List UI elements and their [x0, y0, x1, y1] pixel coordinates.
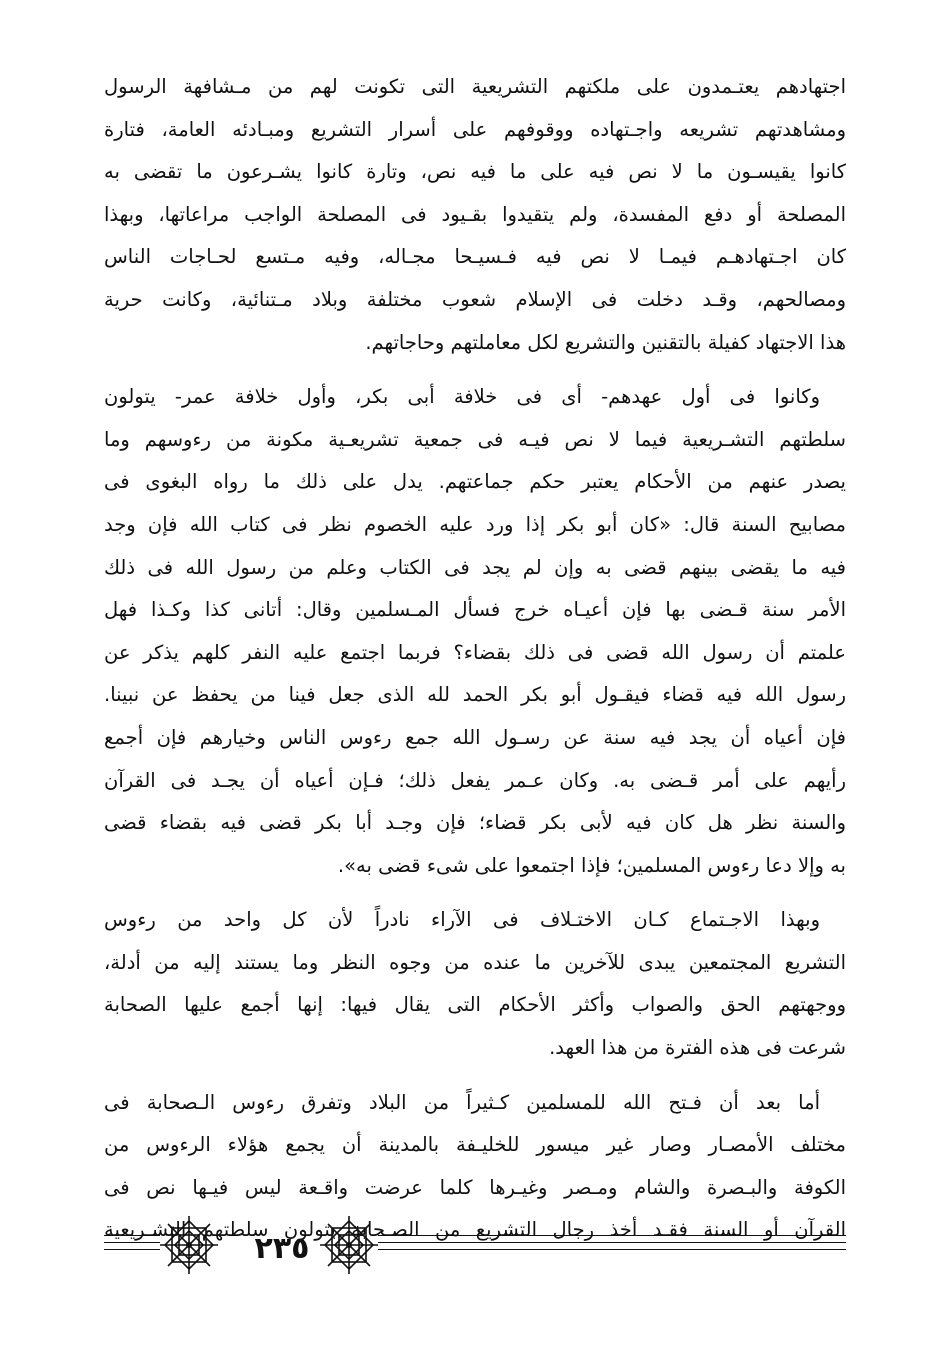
text-line: فيه ما يقضى بينهم قضى به وإن لم يجد فى الكتاب وعلم من رسول الله فى ذلك	[104, 555, 846, 579]
text-line: أما بعد أن فـتح الله للمسلمين كـثيراً من البلاد وتفرق رءوس الـصحابة فى	[104, 1090, 820, 1114]
text-line: ومصالحهم، وقـد دخلت فى الإسلام شعوب مختلفة وبلاد مـتنائية، وكانت حرية	[104, 287, 846, 311]
footer-rule	[378, 1235, 846, 1236]
body-text	[104, 66, 846, 1252]
paragraph	[104, 376, 846, 887]
text-line: شرعت فى هذه الفترة من هذا العهد.	[549, 1036, 846, 1060]
text-line: وكانوا فى أول عهدهم- أى فى خلافة أبى بكر، وأول خلافة عمر- يتولون	[104, 385, 820, 409]
footer-rule	[104, 1242, 160, 1243]
ornament-icon	[158, 1214, 220, 1276]
text-line: كان اجـتهادهـم فيمـا لا نص فيه فـسيـحا مجـاله، وفيه مـتسع لحـاجات الناس	[104, 245, 846, 269]
text-line: والسنة نظر هل كان فيه لأبى بكر قضاء؛ فإن وجـد أبا بكر قضى فيه بقضاء قضى	[104, 811, 846, 835]
text-line: مصابيح السنة قال: «كان أبو بكر إذا ورد عليه الخصوم نظر فى كتاب الله فإن وجد	[104, 512, 846, 536]
text-line: يصدر عنهم من الأحكام يعتبر حكم جماعتهم. يدل على ذلك ما رواه البغوى فى	[104, 470, 846, 494]
text-line: المصلحة أو دفع المفسدة، ولم يتقيدوا بقـيود فى المصلحة الواجب مراعاتها، وبهذا	[104, 202, 846, 226]
footer-rule	[378, 1249, 846, 1250]
footer-rule	[378, 1242, 846, 1243]
text-line: كانوا يقيسـون ما لا نص فيه على ما فيه نص، وتارة كانوا يشـرعون ما تقضى به	[104, 160, 846, 184]
text-line: القرآن أو السنة فقـد أخذ رجال التشريع من الصـحابة يتولون سلطتهم التشـريعية	[104, 1218, 846, 1242]
text-line: ومشاهدتهم تشريعه واجـتهاده ووقوفهم على أسرار التشريع ومبـادئه العامة، فتارة	[104, 117, 846, 141]
paragraph	[104, 899, 846, 1069]
text-line: به وإلا دعا رءوس المسلمين؛ فإذا اجتمعوا على شىء قضى به».	[337, 853, 846, 877]
text-line: الكوفة والبـصرة والشام ومـصر وغيـرها كلما عرضت واقـعة ليس فيـها نص فى	[104, 1175, 846, 1199]
page-footer	[104, 1220, 846, 1280]
text-line: الأمر سنة قـضى بها فإن أعيـاه خرج فسأل المـسلمين وقال: أتانى كذا وكـذا فهل	[104, 598, 846, 622]
text-line: ووجهتهم الحق والصواب وأكثر الأحكام التى يقال فيها: إنها أجمع عليها الصحابة	[104, 993, 846, 1017]
ornament-icon	[318, 1214, 380, 1276]
text-line: هذا الاجتهاد كفيلة بالتقنين والتشريع لكل معاملتهم وحاجاتهم.	[365, 330, 846, 354]
paragraph	[104, 66, 846, 364]
footer-rule	[104, 1249, 160, 1250]
text-line: التشريع المجتمعين يبدى للآخرين ما عنده من وجوه النظر وما يستند إليه من أدلة،	[104, 950, 846, 974]
footer-rule	[104, 1235, 160, 1236]
text-line: رأيهم على أمر قـضى به. وكان عـمر يفعل ذلك؛ فـإن أعياه أن يجـد فى القرآن	[104, 768, 846, 792]
text-line: فإن أعياه أن يجد فيه سنة عن رسـول الله جمع رءوس الناس وخيارهم فإن أجمع	[104, 725, 846, 749]
text-line: سلطتهم التشـريعية فيما لا نص فيـه فى جمعية تشريعـية مكونة من رءوسهم وما	[104, 427, 846, 451]
text-line: اجتهادهم يعتـمدون على ملكتهم التشريعية التى تكونت لهم من مـشافهة الرسول	[104, 75, 846, 98]
text-line: رسول الله فيه قضاء فيقـول أبو بكر الحمد لله الذى جعل فينا من يحفظ عن نبينا.	[104, 683, 846, 707]
text-line: مختلف الأمصـار وصار غير ميسور للخليـفة بالمدينة أن يجمع هؤلاء الرءوس من	[104, 1133, 846, 1157]
text-line: وبهذا الاجـتماع كـان الاختـلاف فى الآراء نادراً لأن كل واحد من رءوس	[104, 908, 820, 932]
page-number: ٢٣٥	[254, 1231, 310, 1266]
text-line: علمتم أن رسول الله قضى فى ذلك بقضاء؟ فربما اجتمع عليه النفر كلهم يذكر عن	[104, 640, 846, 664]
